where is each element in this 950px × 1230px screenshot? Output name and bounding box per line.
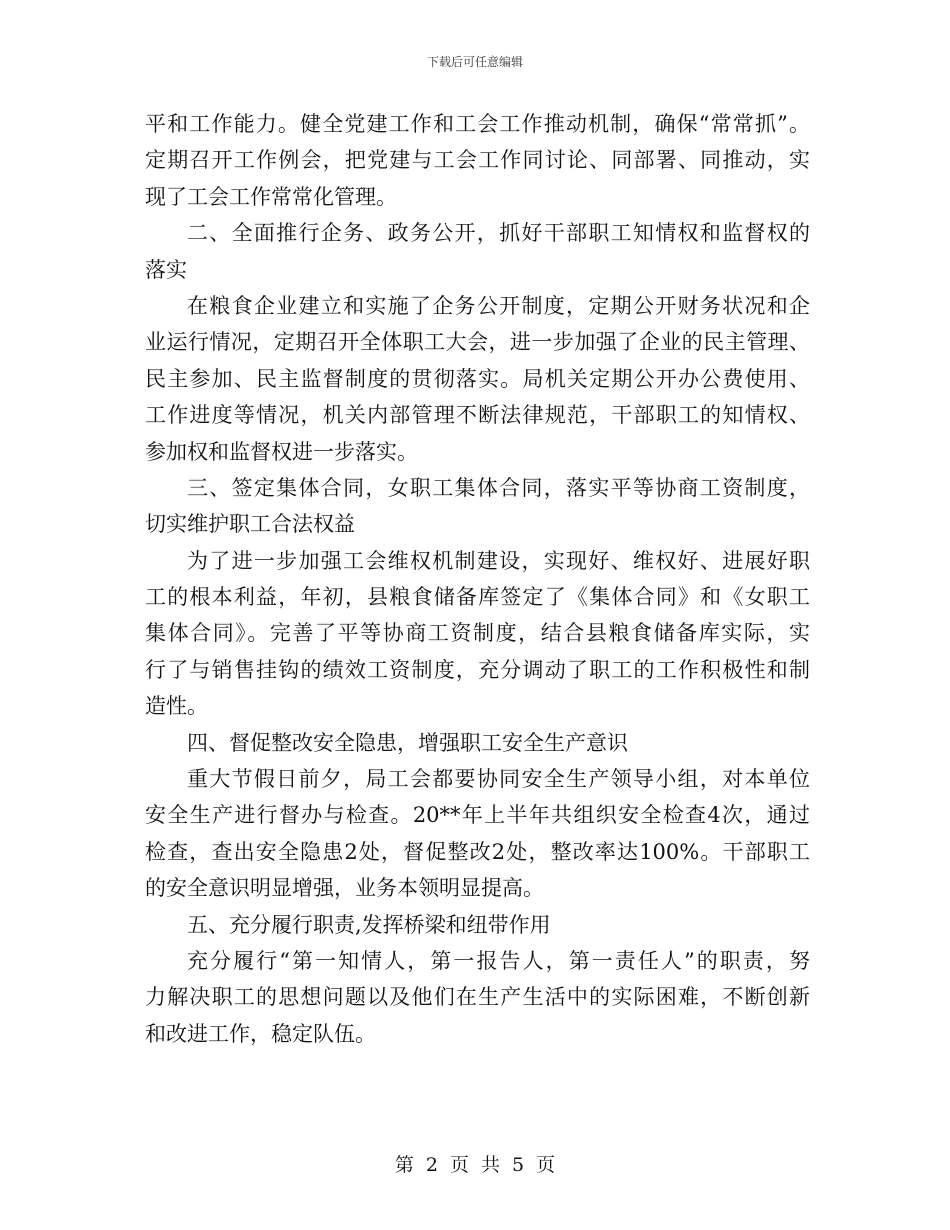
page-header-note: 下载后可任意编辑 bbox=[426, 55, 523, 69]
text-line: 平和工作能力。健全党建工作和工会工作推动机制，确保“常常抓”。 bbox=[145, 112, 810, 136]
text-line: 在粮食企业建立和实施了企务公开制度，定期公开财务状况和企 bbox=[187, 293, 810, 318]
text-line: 业运行情况，定期召开全体职工大会，进一步加强了企业的民主管理、 bbox=[145, 330, 810, 355]
text-line: 的安全意识明显增强，业务本领明显提高。 bbox=[145, 876, 544, 901]
page-number: 第 2 页 共 5 页 bbox=[394, 1154, 556, 1176]
text-line: 定期召开工作例会，把党建与工会工作同讨论、同部署、同推动，实 bbox=[145, 148, 810, 173]
text-line: 充分履行“第一知情人，第一报告人，第一责任人”的职责，努 bbox=[187, 948, 810, 973]
text-line: 力解决职工的思想问题以及他们在生产生活中的实际困难，不断创新 bbox=[145, 985, 810, 1010]
text-line: 工的根本利益，年初，县粮食储备库签定了《集体合同》和《女职工 bbox=[145, 585, 810, 610]
text-line: 检查，查出安全隐患2处，督促整改2处，整改率达100%。干部职工 bbox=[145, 839, 810, 864]
document-body bbox=[145, 106, 810, 1052]
text-line: 落实 bbox=[145, 257, 187, 282]
text-line: 切实维护职工合法权益 bbox=[145, 512, 355, 537]
text-line: 集体合同》。完善了平等协商工资制度，结合县粮食储备库实际，实 bbox=[145, 621, 810, 646]
text-line: 现了工会工作常常化管理。 bbox=[145, 184, 397, 209]
text-line: 五、充分履行职责,发挥桥梁和纽带作用 bbox=[187, 912, 551, 937]
text-line: 四、督促整改安全隐患，增强职工安全生产意识 bbox=[187, 730, 628, 755]
text-line: 民主参加、民主监督制度的贯彻落实。局机关定期公开办公费使用、 bbox=[145, 366, 810, 391]
text-line: 重大节假日前夕，局工会都要协同安全生产领导小组，对本单位 bbox=[187, 767, 810, 792]
text-line: 为了进一步加强工会维权机制建设，实现好、维权好、进展好职 bbox=[187, 548, 810, 573]
text-line: 二、全面推行企务、政务公开，抓好干部职工知情权和监督权的 bbox=[187, 221, 810, 246]
text-line: 造性。 bbox=[145, 694, 208, 719]
text-line: 行了与销售挂钩的绩效工资制度，充分调动了职工的工作积极性和制 bbox=[145, 657, 810, 682]
text-line: 安全生产进行督办与检查。20**年上半年共组织安全检查4次，通过 bbox=[145, 803, 810, 828]
text-line: 三、签定集体合同，女职工集体合同，落实平等协商工资制度， bbox=[187, 475, 810, 500]
text-line: 和改进工作，稳定队伍。 bbox=[145, 1021, 376, 1046]
text-line: 参加权和监督权进一步落实。 bbox=[145, 439, 418, 464]
text-line: 工作进度等情况，机关内部管理不断法律规范，干部职工的知情权、 bbox=[145, 403, 810, 428]
